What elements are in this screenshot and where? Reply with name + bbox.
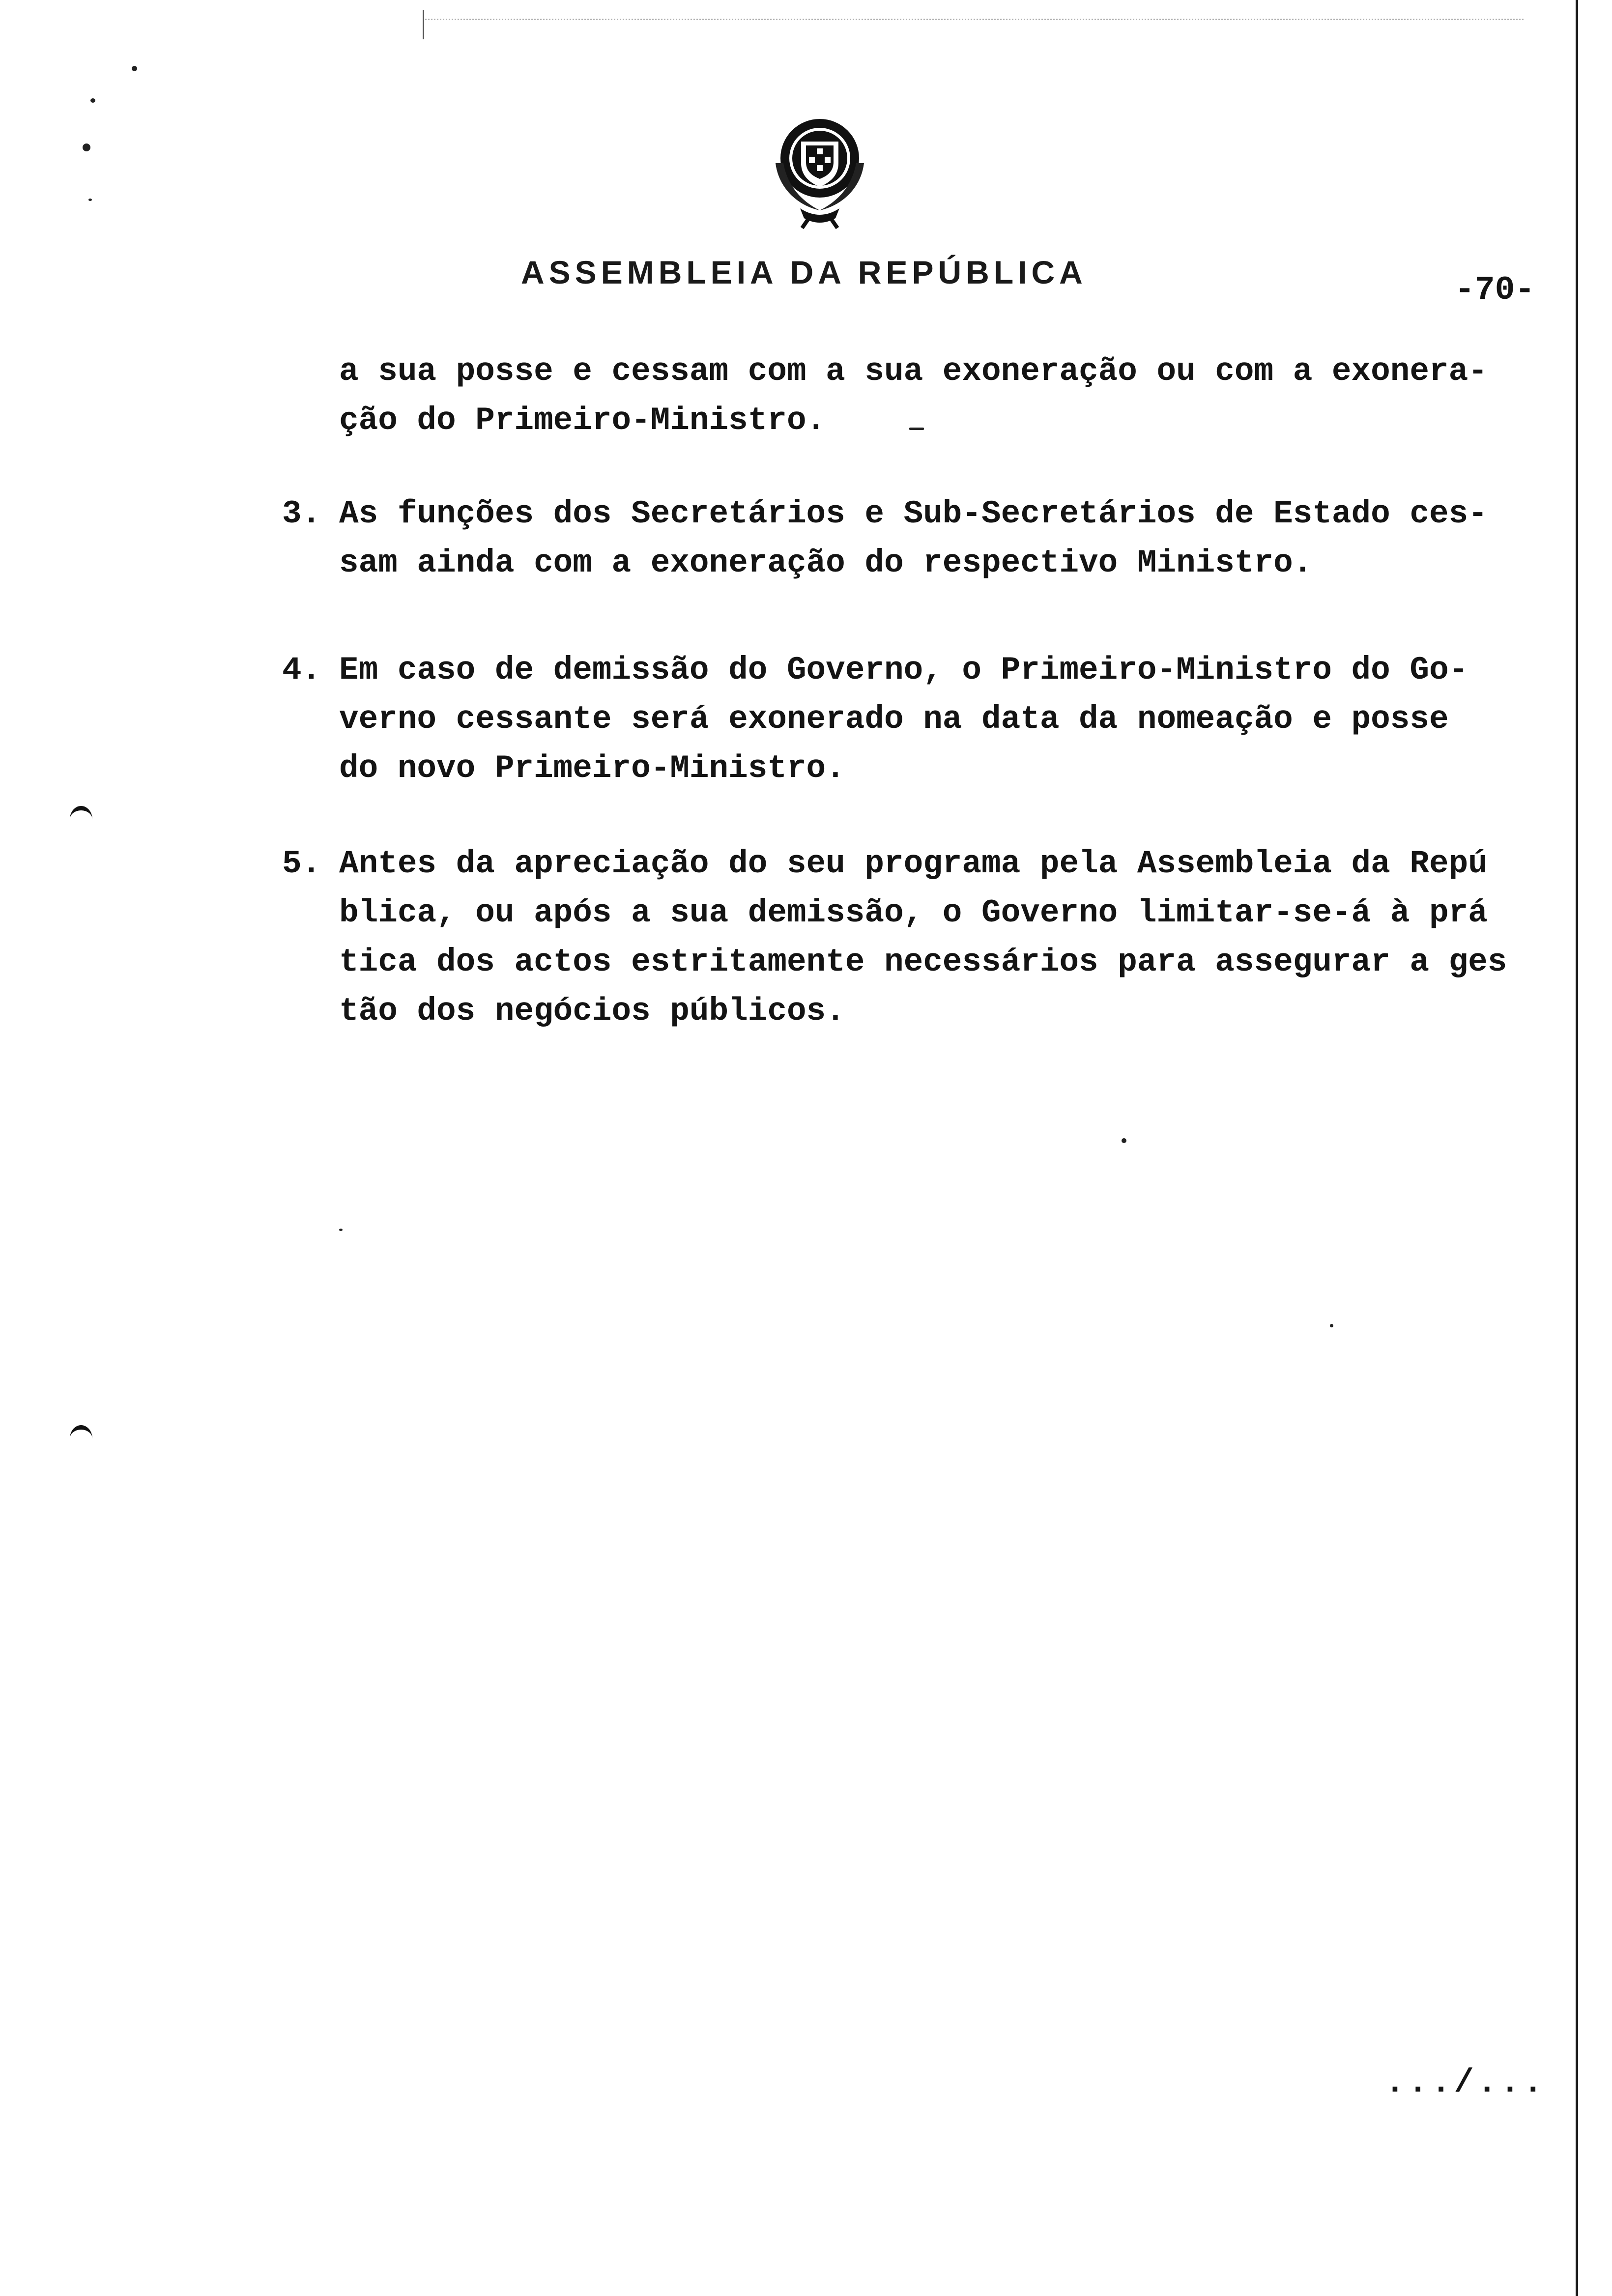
continuation-paragraph — [339, 347, 1538, 445]
punch-hole-mark — [70, 1425, 92, 1452]
page-number: -70- — [1455, 271, 1535, 309]
text-line: verno cessante será exonerado na data da nomeação e posse — [339, 701, 1449, 738]
text-line: Em caso de demissão do Governo, o Primeiro-Ministro do Go- — [339, 652, 1468, 689]
numbered-paragraph — [339, 646, 1538, 793]
scan-speck — [83, 144, 90, 151]
text-line: do novo Primeiro-Ministro. — [339, 750, 845, 787]
continued-mark: .../... — [1385, 2064, 1546, 2102]
letterhead-title: ASSEMBLEIA DA REPÚBLICA — [521, 254, 1087, 290]
text-line: tica dos actos estritamente necessários para assegurar a ges — [339, 944, 1507, 980]
text-line: blica, ou após a sua demissão, o Governo limitar-se-á à prá — [339, 894, 1488, 931]
scan-speck — [1122, 1138, 1126, 1143]
text-line: As funções dos Secretários e Sub-Secretários de Estado ces- — [339, 495, 1488, 532]
text-line: a sua posse e cessam com a sua exoneração ou com a exonera- — [339, 353, 1488, 390]
item-number: 4. — [282, 652, 321, 689]
text-line: ção do Primeiro-Ministro. — [339, 402, 826, 439]
top-tick-mark — [423, 10, 424, 39]
item-number: 3. — [282, 495, 321, 532]
top-dotted-rule — [423, 19, 1524, 20]
text-line: Antes da apreciação do seu programa pela Assembleia da Repú — [339, 845, 1488, 882]
scan-speck — [88, 199, 92, 201]
text-line: tão dos negócios públicos. — [339, 993, 845, 1030]
right-edge-rule — [1576, 0, 1578, 2296]
text-line: sam ainda com a exoneração do respectivo Ministro. — [339, 545, 1313, 581]
scan-speck — [90, 98, 95, 103]
coat-of-arms-emblem — [766, 114, 874, 232]
scan-speck — [339, 1229, 343, 1231]
item-number: 5. — [282, 845, 321, 882]
numbered-paragraph — [339, 839, 1538, 1036]
scan-speck — [132, 66, 137, 71]
numbered-paragraph — [339, 489, 1538, 588]
scan-speck — [1330, 1324, 1333, 1327]
punch-hole-mark — [70, 806, 92, 833]
